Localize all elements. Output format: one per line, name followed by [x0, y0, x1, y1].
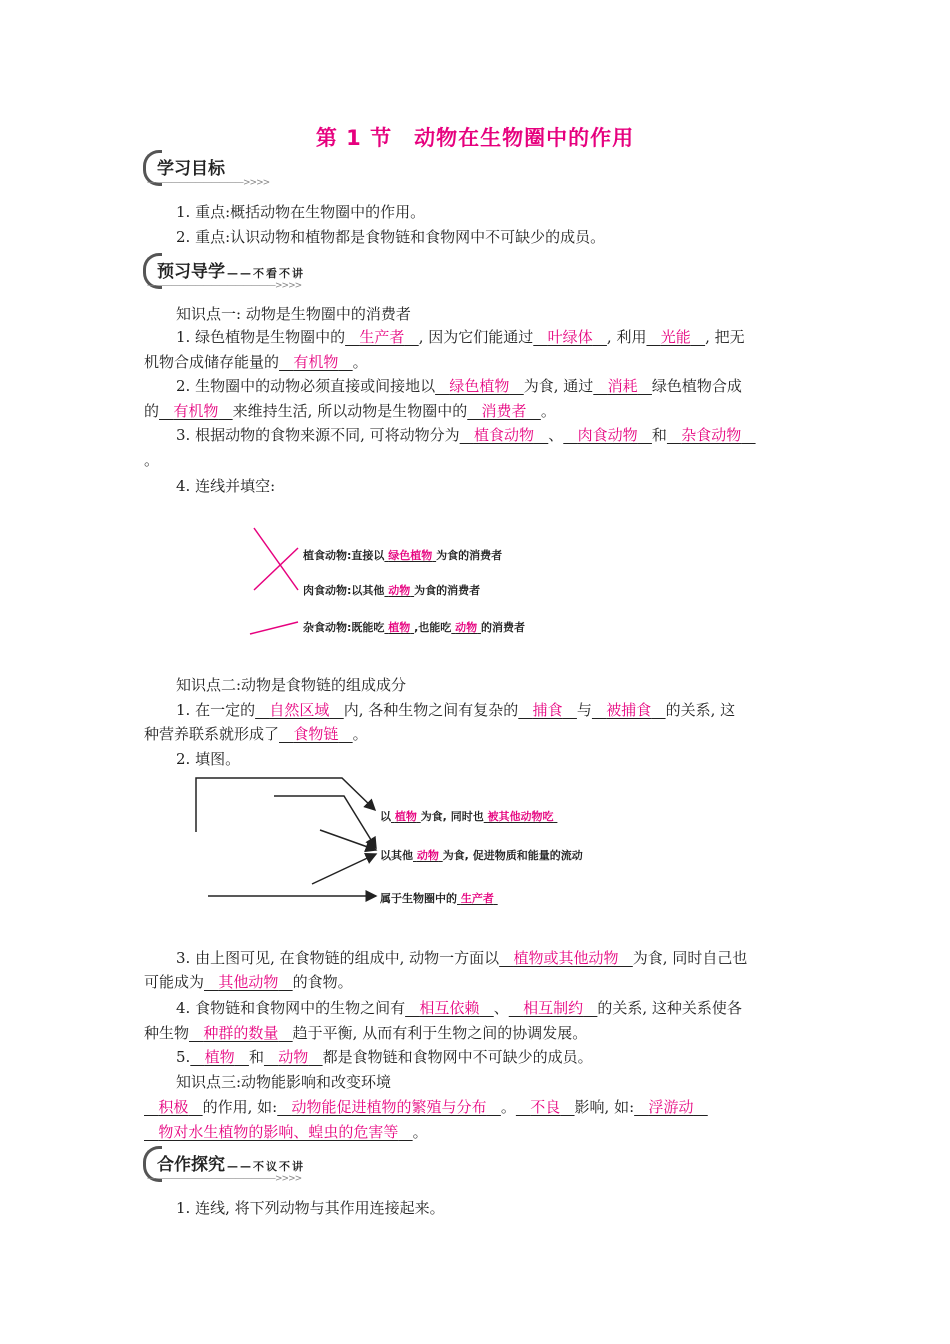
fill-answer: 相互依赖 [419, 999, 480, 1017]
k3-line2: 物对水生植物的影响、蝗虫的危害等 。 [144, 1120, 428, 1144]
fill-answer: 有机物 [293, 353, 339, 371]
match-row-carnivore: 肉食动物:以其他 动物 为食的消费者 [303, 584, 481, 597]
fill-answer: 生产者 [359, 328, 405, 346]
goal-1: 1. 重点:概括动物在生物圈中的作用。 [176, 203, 426, 221]
banner-preview-label: 预习导学 ——不看不讲 [157, 262, 305, 282]
fill-answer: 物对水生植物的影响、蝗虫的危害等 [158, 1123, 399, 1141]
k2-q3-line2: 可能成为 其他动物 的食物。 [144, 973, 353, 991]
k1-q1-line1: 1. 绿色植物是生物圈中的 生产者 , 因为它们能通过 叶绿体 , 利用 光能 , 把无 [176, 328, 745, 346]
fill-answer: 积极 [158, 1098, 189, 1116]
k2-heading: 知识点二:动物是食物链的组成成分 [176, 676, 407, 694]
matching-lines [240, 522, 310, 640]
fill-answer: 食物链 [293, 725, 339, 743]
fill-answer: 消耗 [607, 377, 638, 395]
k3-heading: 知识点三:动物能影响和改变环境 [176, 1073, 392, 1091]
k2-q1-line1: 1. 在一定的 自然区域 内, 各种生物之间有复杂的 捕食 与 被捕食 的关系, 这 [176, 701, 736, 719]
k1-q2-line2: 的 有机物 来维持生活, 所以动物是生物圈中的 消费者 。 [144, 402, 556, 420]
fill-answer: 其他动物 [218, 973, 279, 991]
fill-answer: 动物 [278, 1048, 309, 1066]
fill-answer: 植物 [204, 1048, 235, 1066]
goal-2: 2. 重点:认识动物和植物都是食物链和食物网中不可缺少的成员。 [176, 228, 606, 246]
k2-q2: 2. 填图。 [176, 750, 241, 768]
fill-answer: 动物能促进植物的繁殖与分布 [291, 1098, 487, 1116]
k1-q1-line2: 机物合成储存能量的 有机物 。 [144, 353, 368, 371]
fill-answer: 光能 [660, 328, 691, 346]
fill-answer: 绿色植物 [449, 377, 510, 395]
k2-q4-line2: 种生物 种群的数量 趋于平衡, 从而有利于生物之间的协调发展。 [144, 1024, 588, 1042]
fill-answer: 不良 [530, 1098, 561, 1116]
fig-row-1: 以 植物 为食, 同时也 被其他动物吃 [380, 810, 554, 823]
fill-answer: 有机物 [173, 402, 219, 420]
food-chain-arrows [190, 770, 390, 910]
banner-goals-label: 学习目标 [157, 159, 225, 179]
match-row-herbivore: 植食动物:直接以 绿色植物 为食的消费者 [303, 549, 503, 562]
k2-q3-line1: 3. 由上图可见, 在食物链的组成中, 动物一方面以 植物或其他动物 为食, 同时自己也 [176, 949, 748, 967]
fill-answer: 植食动物 [473, 426, 534, 444]
k3-line1: 积极 的作用, 如: 动物能促进植物的繁殖与分布 。 不良 影响, 如: 浮游动 [144, 1095, 708, 1119]
match-row-omnivore: 杂食动物:既能吃 植物 ,也能吃 动物 的消费者 [303, 621, 525, 634]
k1-q3-line1: 3. 根据动物的食物来源不同, 可将动物分为 植食动物 、 肉食动物 和 杂食动物 [176, 423, 756, 447]
banner-arrows: ————————————>>>> [147, 178, 270, 188]
fill-answer: 肉食动物 [577, 426, 638, 444]
coop-q1: 1. 连线, 将下列动物与其作用连接起来。 [176, 1199, 445, 1217]
page-title: 第 1 节 动物在生物圈中的作用 [315, 126, 635, 150]
k1-heading: 知识点一: 动物是生物圈中的消费者 [176, 305, 411, 323]
k1-q3-line2: 。 [144, 451, 160, 469]
fill-answer: 杂食动物 [681, 426, 742, 444]
k1-q4: 4. 连线并填空: [176, 477, 276, 495]
fig-row-2: 以其他 动物 为食, 促进物质和能量的流动 [380, 849, 583, 862]
fill-answer: 捕食 [532, 701, 563, 719]
fig-row-3: 属于生物圈中的 生产者 [380, 892, 494, 905]
fill-answer: 相互制约 [523, 999, 584, 1017]
k1-q2-line1: 2. 生物圈中的动物必须直接或间接地以 绿色植物 为食, 通过 消耗 绿色植物合成 [176, 377, 742, 395]
k2-q4-line1: 4. 食物链和食物网中的生物之间有 相互依赖 、 相互制约 的关系, 这种关系使各 [176, 999, 742, 1017]
fill-answer: 浮游动 [648, 1098, 694, 1116]
fill-answer: 种群的数量 [203, 1024, 279, 1042]
k2-q5: 5. 植物 和 动物 都是食物链和食物网中不可缺少的成员。 [176, 1048, 593, 1066]
banner-coop-label: 合作探究 ——不议不讲 [157, 1155, 305, 1175]
fill-answer: 消费者 [481, 402, 527, 420]
k2-q1-line2: 种营养联系就形成了 食物链 。 [144, 725, 368, 743]
fill-answer: 被捕食 [606, 701, 652, 719]
fill-answer: 植物或其他动物 [513, 949, 619, 967]
fill-answer: 叶绿体 [547, 328, 593, 346]
fill-answer: 自然区域 [269, 701, 330, 719]
